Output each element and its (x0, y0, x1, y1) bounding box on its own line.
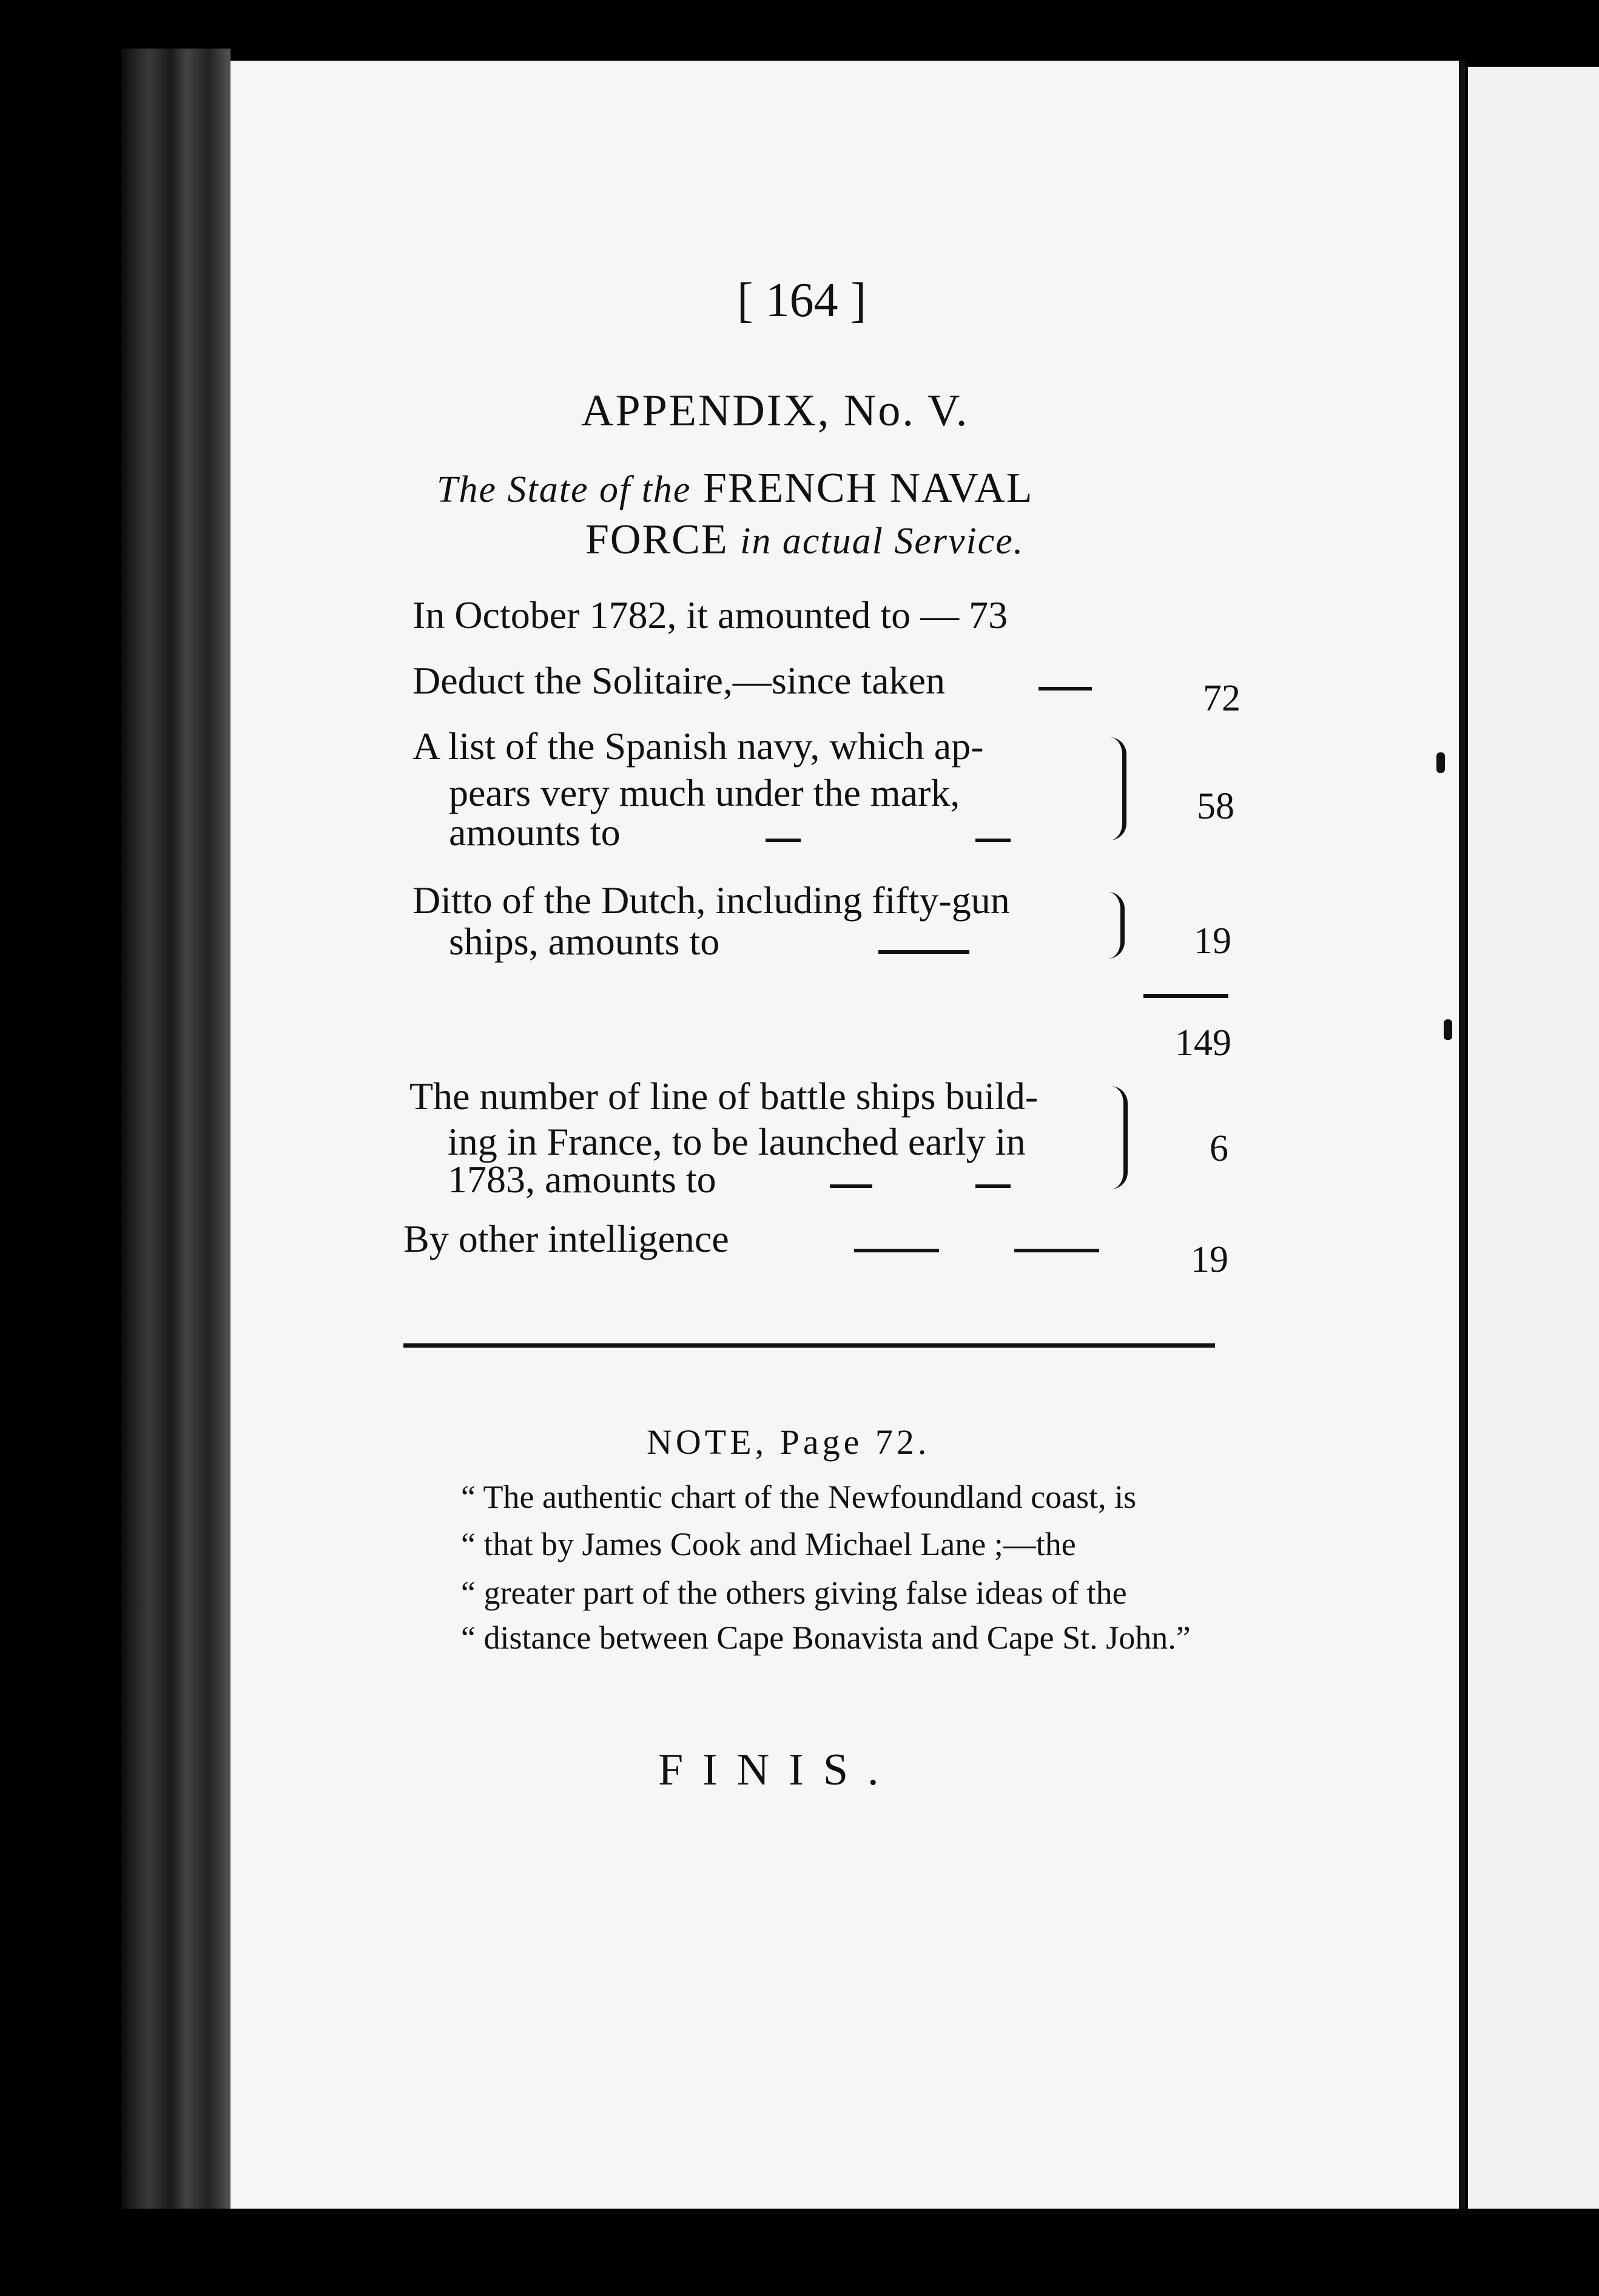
row-france-line-2: ing in France, to be launched early in (448, 1120, 1026, 1163)
row-france-line-1: The number of line of battle ships build- (409, 1075, 1039, 1118)
note-line-3: “ greater part of the others giving false ideas of the (461, 1575, 1127, 1611)
leader-dash (766, 839, 801, 842)
leader-dash (830, 1184, 872, 1188)
value-72: 72 (1203, 678, 1240, 719)
subtitle-italic-suffix: in actual Service. (740, 521, 1025, 562)
leader-dash (854, 1249, 939, 1252)
subtitle-line-2 (585, 516, 1025, 563)
row-spanish-line-2: pears very much under the mark, (449, 771, 960, 814)
finis: FINIS. (658, 1745, 898, 1795)
note-line-4: “ distance between Cape Bonavista and Cape St. John.” (461, 1619, 1191, 1656)
subtitle-caps-1: FRENCH NAVAL (702, 465, 1034, 512)
page-gutter (1459, 61, 1465, 2209)
row-france-line-3: 1783, amounts to (448, 1158, 716, 1201)
right-brace (1101, 892, 1125, 959)
row-deduct-solitaire: Deduct the Solitaire,—since taken (412, 659, 945, 702)
subtitle-italic-prefix: The State of the (437, 469, 692, 510)
section-rule (403, 1343, 1215, 1348)
subtitle-caps-2: FORCE (585, 516, 729, 563)
subtitle-line-1 (437, 467, 1034, 510)
leader-dash (975, 1184, 1011, 1188)
value-6: 6 (1210, 1128, 1228, 1169)
row-dutch-line-1: Ditto of the Dutch, including fifty-gun (412, 879, 1010, 922)
ink-mark (1436, 752, 1445, 773)
row-spanish-line-1: A list of the Spanish navy, which ap- (412, 724, 984, 768)
ink-mark (1444, 1019, 1452, 1040)
right-brace (1098, 737, 1126, 840)
leader-dash (975, 839, 1011, 842)
leader-dash (1039, 687, 1092, 690)
value-58: 58 (1197, 786, 1234, 827)
leader-dash (878, 950, 969, 954)
sum-rule (1143, 994, 1228, 998)
facing-page-edge (1468, 67, 1599, 2209)
row-october-1782: In October 1782, it amounted to — 73 (412, 593, 1008, 636)
page-number-header: [ 164 ] (737, 274, 867, 327)
appendix-title: APPENDIX, No. V. (581, 386, 969, 436)
note-line-1: “ The authentic chart of the Newfoundland coast, is (461, 1479, 1137, 1515)
value-19: 19 (1194, 920, 1231, 962)
row-spanish-line-3: amounts to (449, 811, 621, 854)
book-spine (121, 49, 231, 2209)
row-other-intelligence: By other intelligence (403, 1217, 729, 1260)
leader-dash (1014, 1249, 1099, 1252)
note-line-2: “ that by James Cook and Michael Lane ;—the (461, 1526, 1076, 1562)
total-149: 149 (1175, 1022, 1231, 1064)
note-heading: NOTE, Page 72. (647, 1422, 931, 1462)
row-dutch-line-2: ships, amounts to (449, 920, 720, 963)
right-brace (1099, 1086, 1128, 1189)
value-19-other: 19 (1191, 1239, 1228, 1280)
